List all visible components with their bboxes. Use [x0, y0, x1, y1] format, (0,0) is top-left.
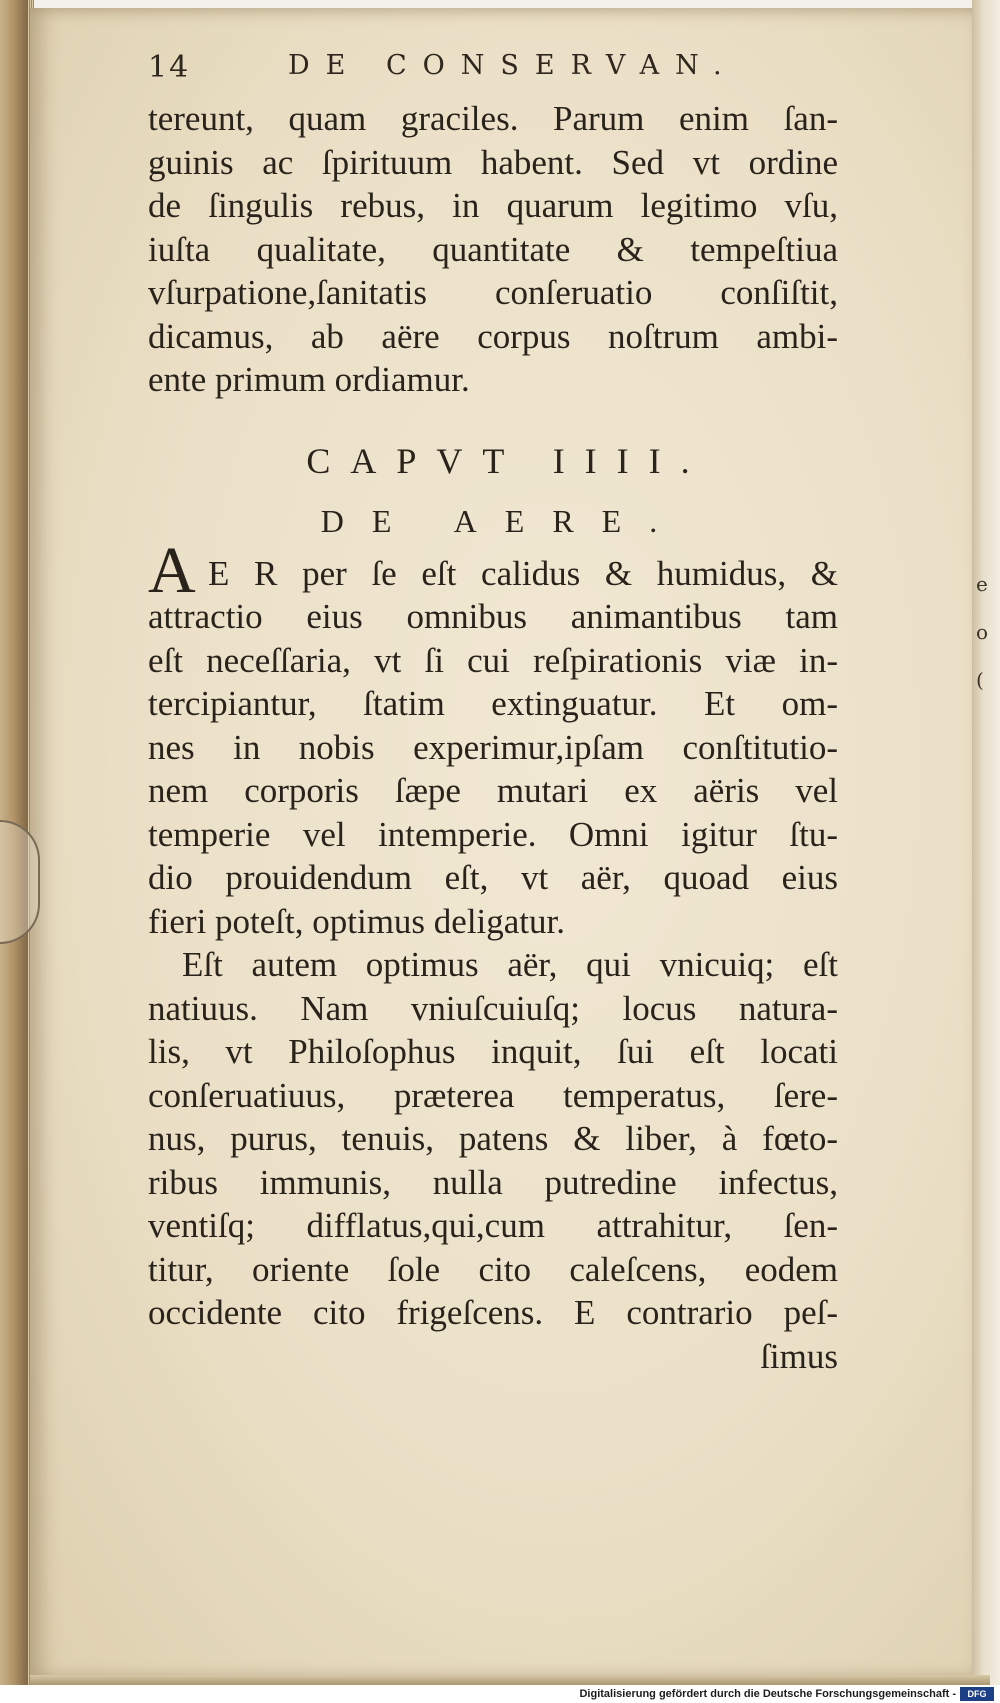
- text-line: tercipiantur, ſtatim extinguatur. Et om-: [148, 684, 838, 723]
- running-head: [148, 45, 838, 97]
- text-line: guinis ac ſpirituum habent. Sed vt ordine: [148, 142, 838, 182]
- drop-cap: A: [148, 533, 196, 607]
- text-line: nes in nobis experimur,ipſam conſtitutio-: [148, 727, 838, 767]
- text-line: ribus immunis, nulla putredine infectus,: [148, 1162, 838, 1202]
- text-block: [148, 45, 838, 1378]
- text-line: tereunt, quam graciles. Parum enim ſan-: [148, 99, 838, 138]
- facing-letter: e: [976, 572, 988, 596]
- text-line: dio prouidendum eſt, vt aër, quoad eius: [148, 858, 838, 897]
- chapter-subtitle: DE AERE.: [320, 502, 686, 539]
- text-line: conſeruatiuus, præterea temperatus, ſere-: [148, 1075, 838, 1115]
- text-line: titur, oriente ſole cito caleſcens, eodem: [148, 1249, 838, 1289]
- text-line: iuſta qualitate, quantitate & tempeſtiua: [148, 229, 838, 269]
- text-line: temperie vel intemperie. Omni igitur ſtu-: [148, 814, 838, 854]
- text-line: fieri poteſt, optimus deligatur.: [148, 901, 566, 941]
- text-line: ventiſq; difflatus,qui,cum attrahitur, ſen-: [148, 1206, 838, 1245]
- facing-letter: (: [976, 668, 984, 692]
- facing-page-edge: [972, 0, 1000, 1690]
- text-line: ente primum ordiamur.: [148, 360, 470, 399]
- text-line: eſt neceſſaria, vt ſi cui reſpirationis viæ in-: [148, 640, 838, 680]
- text-line: nus, purus, tenuis, patens & liber, à fœto-: [148, 1119, 838, 1158]
- facing-letter: o: [976, 620, 989, 644]
- facing-page-letters: [976, 560, 996, 704]
- text-line: occidente cito frigeſcens. E contrario peſ-: [148, 1293, 838, 1332]
- text-line: attractio eius omnibus animantibus tam: [148, 597, 838, 636]
- text-line: de ſingulis rebus, in quarum legitimo vſu,: [148, 186, 838, 225]
- page-bottom-edge: [30, 1675, 990, 1685]
- paragraph-top: [148, 97, 838, 402]
- paragraph-2: [148, 943, 838, 1378]
- dfg-logo: DFG: [960, 1687, 994, 1701]
- running-title: DE CONSERVAN.: [288, 50, 738, 81]
- text-line: nem corporis ſæpe mutari ex aëris vel: [148, 771, 838, 810]
- page-number: 14: [148, 50, 191, 85]
- paragraph-1: [148, 533, 838, 944]
- chapter-title: CAPVT IIII.: [306, 440, 710, 481]
- text-line: lis, vt Philoſophus inquit, ſui eſt locati: [148, 1032, 838, 1071]
- dropcap-line-text: E R per ſe eſt calidus & humidus, &: [208, 553, 838, 593]
- catchword: ſimus: [760, 1336, 838, 1376]
- text-line: dicamus, ab aëre corpus noſtrum ambi-: [148, 316, 838, 356]
- footer-credit: Digitalisierung gefördert durch die Deutsche Forschungsgemeinschaft -: [579, 1688, 956, 1700]
- digitization-footer: [0, 1685, 1000, 1703]
- text-line: Eſt autem optimus aër, qui vnicuiq; eſt: [182, 945, 838, 984]
- text-line: [148, 533, 838, 607]
- text-line: vſurpatione,ſanitatis conſeruatio conſiſtit,: [148, 273, 838, 312]
- text-line: natiuus. Nam vniuſcuiuſq; locus natura-: [148, 988, 838, 1028]
